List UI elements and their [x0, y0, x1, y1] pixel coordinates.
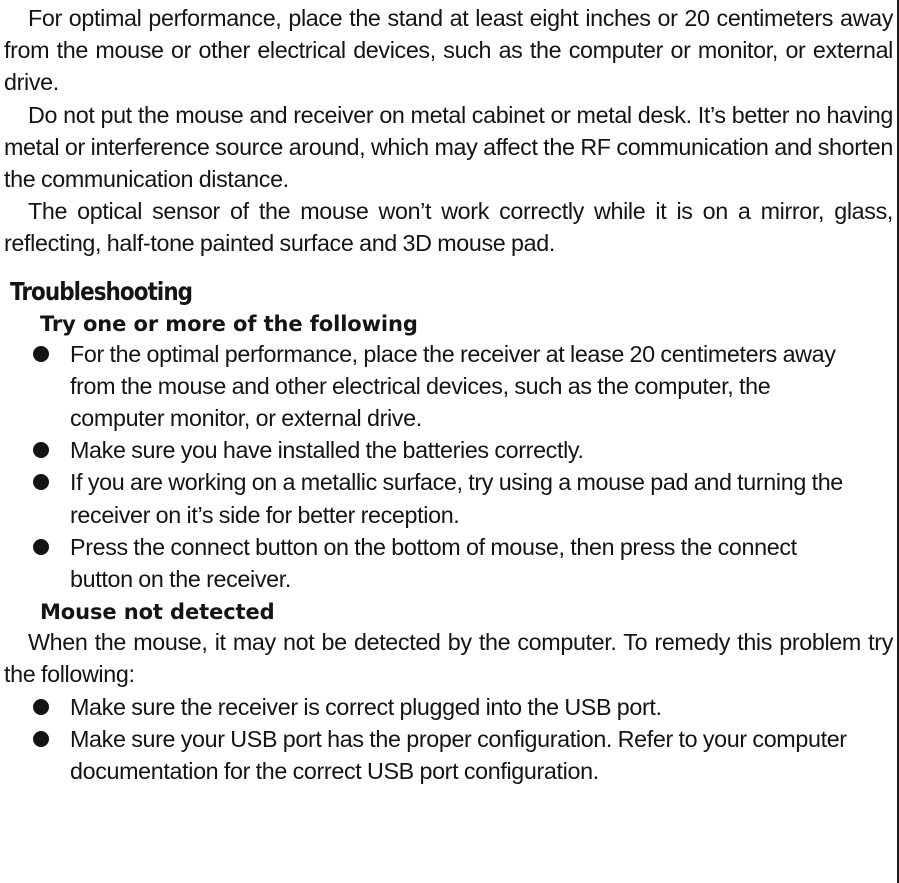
list-item: [0, 338, 893, 435]
mouse-not-detected-list: [0, 691, 893, 788]
troubleshooting-heading: Troubleshooting: [10, 276, 193, 306]
bullet-icon: [33, 731, 49, 747]
intro-paragraph-optical-sensor: The optical sensor of the mouse won’t work correctly while it is on a mirror, glass, reflecting, half-tone painted surface and 3D mouse pad.: [4, 198, 893, 257]
mouse-not-detected-subheading: Mouse not detected: [40, 600, 275, 625]
troubleshooting-list: [0, 338, 893, 596]
list-item-text: Make sure the receiver is correct plugged into the USB port.: [70, 693, 662, 720]
bullet-icon: [33, 539, 49, 555]
list-item: [0, 531, 893, 595]
try-following-subheading: Try one or more of the following: [40, 311, 418, 336]
intro-paragraph-metal: Do not put the mouse and receiver on metal cabinet or metal desk. It’s better no having metal or interference source around, which may affect the RF communication and shorten the communication distance.: [4, 101, 893, 193]
list-item-text: Make sure your USB port has the proper configuration. Refer to your computer documentation for the correct USB port configuration.: [70, 725, 847, 785]
list-item: [0, 466, 893, 530]
bullet-icon: [33, 442, 49, 458]
bullet-icon: [33, 346, 49, 362]
list-item-text: Press the connect button on the bottom of mouse, then press the connect button on the receiver.: [70, 533, 797, 593]
list-item-text: For the optimal performance, place the receiver at lease 20 centimeters away from the mouse and other electrical devices, such as the computer, the computer monitor, or external drive.: [70, 340, 836, 432]
list-item: [0, 434, 893, 466]
list-item-text: If you are working on a metallic surface, try using a mouse pad and turning the receiver on it’s side for better reception.: [70, 469, 843, 528]
intro-paragraph-distance: For optimal performance, place the stand at least eight inches or 20 centimeters away from the mouse or other electrical devices, such as the computer or monitor, or external drive.: [4, 5, 893, 96]
list-item: [0, 691, 893, 723]
mouse-not-detected-intro: When the mouse, it may not be detected by the computer. To remedy this problem try the following:: [4, 629, 893, 688]
list-item: [0, 723, 893, 787]
bullet-icon: [33, 699, 49, 715]
list-item-text: Make sure you have installed the batteries correctly.: [70, 437, 584, 464]
bullet-icon: [33, 474, 49, 490]
